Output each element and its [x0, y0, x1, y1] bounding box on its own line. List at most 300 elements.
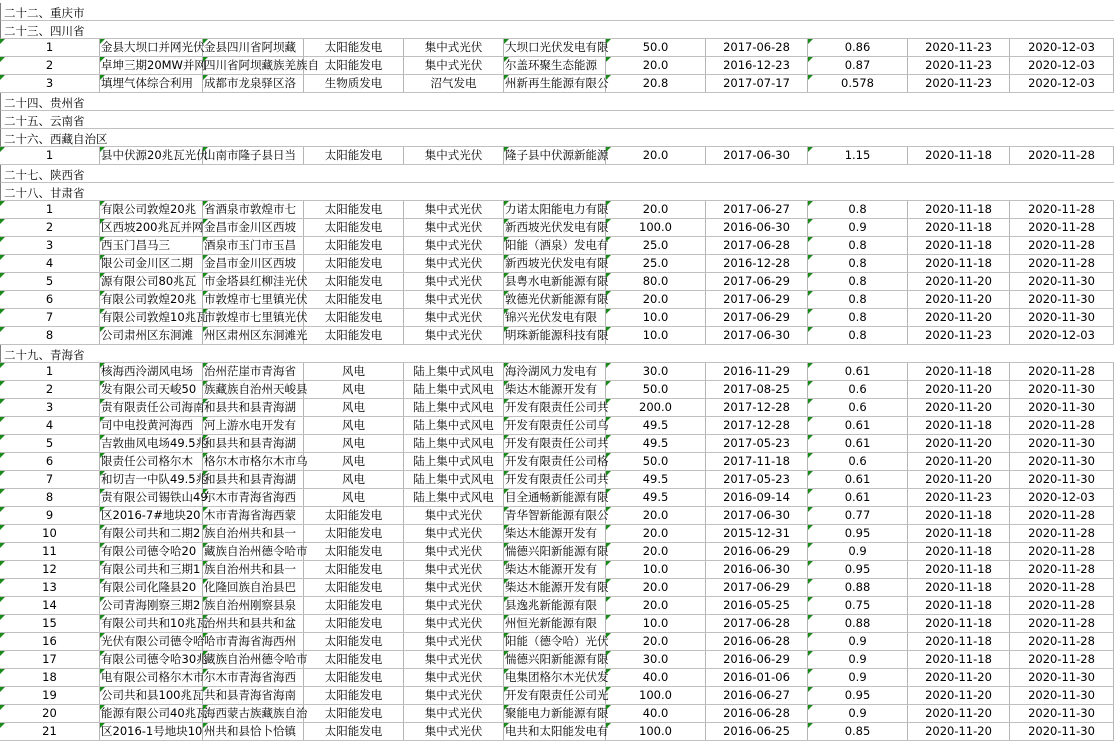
cell-price[interactable]	[808, 201, 908, 218]
table-row[interactable]	[0, 633, 1114, 651]
cell-project-name[interactable]	[100, 291, 203, 308]
cell-project-type[interactable]	[404, 201, 504, 218]
cell-commission-date[interactable]	[706, 363, 808, 380]
cell-energy-type[interactable]	[304, 579, 404, 596]
cell-price[interactable]	[808, 57, 908, 74]
cell-project-type[interactable]	[404, 489, 504, 506]
cell-project-type[interactable]	[404, 687, 504, 704]
cell-project-type[interactable]	[404, 453, 504, 470]
cell-location[interactable]	[203, 471, 304, 488]
cell-commission-date[interactable]	[706, 705, 808, 722]
cell-end-date[interactable]	[1010, 399, 1114, 416]
cell-commission-date[interactable]	[706, 201, 808, 218]
cell-energy-type[interactable]	[304, 309, 404, 326]
cell-price[interactable]	[808, 687, 908, 704]
cell-start-date[interactable]	[908, 363, 1010, 380]
cell-seq[interactable]	[0, 273, 100, 290]
cell-price[interactable]	[808, 147, 908, 164]
cell-energy-type[interactable]	[304, 201, 404, 218]
cell-seq[interactable]	[0, 453, 100, 470]
cell-project-type[interactable]	[404, 723, 504, 740]
cell-seq[interactable]	[0, 57, 100, 74]
cell-end-date[interactable]	[1010, 615, 1114, 632]
cell-energy-type[interactable]	[304, 417, 404, 434]
table-row[interactable]	[0, 615, 1114, 633]
section-header-row[interactable]	[0, 93, 1114, 111]
table-row[interactable]	[0, 75, 1114, 93]
cell-start-date[interactable]	[908, 273, 1010, 290]
cell-location[interactable]	[203, 507, 304, 524]
cell-project-name[interactable]	[100, 633, 203, 650]
cell-price[interactable]	[808, 453, 908, 470]
cell-project-name[interactable]	[100, 651, 208, 668]
cell-energy-type[interactable]	[304, 471, 404, 488]
cell-company[interactable]	[504, 147, 609, 164]
cell-capacity[interactable]	[606, 507, 706, 524]
cell-end-date[interactable]	[1010, 273, 1114, 290]
table-row[interactable]	[0, 543, 1114, 561]
cell-project-type[interactable]	[404, 705, 504, 722]
cell-seq[interactable]	[0, 363, 100, 380]
cell-start-date[interactable]	[908, 291, 1010, 308]
cell-start-date[interactable]	[908, 399, 1010, 416]
cell-location[interactable]	[203, 669, 304, 686]
cell-capacity[interactable]	[606, 615, 706, 632]
cell-commission-date[interactable]	[706, 291, 808, 308]
cell-company[interactable]	[504, 723, 609, 740]
table-row[interactable]	[0, 579, 1114, 597]
cell-energy-type[interactable]	[304, 723, 404, 740]
cell-project-name[interactable]	[100, 147, 208, 164]
cell-end-date[interactable]	[1010, 687, 1114, 704]
cell-capacity[interactable]	[606, 39, 706, 56]
cell-location[interactable]	[203, 687, 304, 704]
cell-seq[interactable]	[0, 543, 100, 560]
cell-price[interactable]	[808, 723, 908, 740]
cell-project-type[interactable]	[404, 525, 504, 542]
cell-project-type[interactable]	[404, 561, 504, 578]
cell-project-type[interactable]	[404, 417, 504, 434]
table-row[interactable]	[0, 255, 1114, 273]
cell-project-type[interactable]	[404, 363, 504, 380]
section-header-row[interactable]	[0, 165, 1114, 183]
table-row[interactable]	[0, 525, 1114, 543]
cell-commission-date[interactable]	[706, 453, 808, 470]
cell-company[interactable]	[504, 291, 609, 308]
cell-company[interactable]	[504, 633, 609, 650]
cell-capacity[interactable]	[606, 705, 706, 722]
cell-project-type[interactable]	[404, 291, 504, 308]
cell-end-date[interactable]	[1010, 201, 1114, 218]
cell-commission-date[interactable]	[706, 687, 808, 704]
cell-energy-type[interactable]	[304, 705, 404, 722]
cell-commission-date[interactable]	[706, 561, 808, 578]
cell-price[interactable]	[808, 507, 908, 524]
table-row[interactable]	[0, 39, 1114, 57]
cell-seq[interactable]	[0, 561, 100, 578]
cell-seq[interactable]	[0, 525, 100, 542]
cell-project-type[interactable]	[404, 579, 504, 596]
cell-end-date[interactable]	[1010, 579, 1114, 596]
cell-capacity[interactable]	[606, 147, 706, 164]
cell-project-type[interactable]	[404, 633, 504, 650]
cell-start-date[interactable]	[908, 327, 1010, 344]
cell-seq[interactable]	[0, 147, 100, 164]
cell-project-name[interactable]	[100, 363, 203, 380]
cell-capacity[interactable]	[606, 723, 706, 740]
cell-location[interactable]	[203, 381, 308, 398]
cell-project-name[interactable]	[100, 471, 208, 488]
cell-start-date[interactable]	[908, 561, 1010, 578]
cell-start-date[interactable]	[908, 723, 1010, 740]
table-row[interactable]	[0, 381, 1114, 399]
cell-price[interactable]	[808, 219, 908, 236]
cell-company[interactable]	[504, 651, 609, 668]
cell-project-name[interactable]	[100, 615, 208, 632]
cell-seq[interactable]	[0, 723, 100, 740]
cell-start-date[interactable]	[908, 435, 1010, 452]
section-header-row[interactable]	[0, 111, 1114, 129]
cell-commission-date[interactable]	[706, 57, 808, 74]
cell-start-date[interactable]	[908, 705, 1010, 722]
cell-price[interactable]	[808, 525, 908, 542]
cell-commission-date[interactable]	[706, 723, 808, 740]
cell-location[interactable]	[203, 237, 304, 254]
table-row[interactable]	[0, 723, 1114, 741]
cell-seq[interactable]	[0, 471, 100, 488]
cell-project-type[interactable]	[404, 507, 504, 524]
cell-price[interactable]	[808, 471, 908, 488]
cell-price[interactable]	[808, 705, 908, 722]
cell-project-type[interactable]	[404, 597, 504, 614]
cell-project-name[interactable]	[100, 237, 203, 254]
cell-commission-date[interactable]	[706, 75, 808, 92]
cell-end-date[interactable]	[1010, 435, 1114, 452]
cell-project-name[interactable]	[100, 543, 203, 560]
cell-end-date[interactable]	[1010, 723, 1114, 740]
cell-capacity[interactable]	[606, 435, 706, 452]
cell-commission-date[interactable]	[706, 669, 808, 686]
cell-company[interactable]	[504, 399, 609, 416]
cell-capacity[interactable]	[606, 597, 706, 614]
cell-commission-date[interactable]	[706, 615, 808, 632]
cell-price[interactable]	[808, 273, 908, 290]
cell-project-name[interactable]	[100, 57, 206, 74]
cell-seq[interactable]	[0, 201, 100, 218]
cell-commission-date[interactable]	[706, 399, 808, 416]
cell-project-name[interactable]	[100, 669, 203, 686]
cell-energy-type[interactable]	[304, 687, 404, 704]
cell-location[interactable]	[203, 399, 304, 416]
cell-price[interactable]	[808, 597, 908, 614]
cell-company[interactable]	[504, 417, 609, 434]
table-row[interactable]	[0, 417, 1114, 435]
cell-project-type[interactable]	[404, 543, 504, 560]
cell-end-date[interactable]	[1010, 291, 1114, 308]
cell-price[interactable]	[808, 255, 908, 272]
cell-seq[interactable]	[0, 597, 100, 614]
cell-energy-type[interactable]	[304, 597, 404, 614]
cell-price[interactable]	[808, 669, 908, 686]
cell-commission-date[interactable]	[706, 471, 808, 488]
cell-end-date[interactable]	[1010, 417, 1114, 434]
cell-company[interactable]	[504, 57, 606, 74]
cell-capacity[interactable]	[606, 363, 706, 380]
cell-price[interactable]	[808, 489, 908, 506]
cell-location[interactable]	[203, 543, 308, 560]
cell-energy-type[interactable]	[304, 615, 404, 632]
cell-end-date[interactable]	[1010, 363, 1114, 380]
cell-company[interactable]	[504, 237, 609, 254]
cell-energy-type[interactable]	[304, 237, 404, 254]
cell-commission-date[interactable]	[706, 255, 808, 272]
cell-capacity[interactable]	[606, 237, 706, 254]
cell-project-type[interactable]	[404, 309, 504, 326]
cell-project-name[interactable]	[100, 39, 203, 56]
cell-project-name[interactable]	[100, 273, 203, 290]
cell-capacity[interactable]	[606, 489, 706, 506]
cell-seq[interactable]	[0, 489, 100, 506]
cell-capacity[interactable]	[606, 327, 706, 344]
table-row[interactable]	[0, 291, 1114, 309]
cell-start-date[interactable]	[908, 615, 1010, 632]
cell-energy-type[interactable]	[304, 651, 404, 668]
table-row[interactable]	[0, 453, 1114, 471]
cell-project-name[interactable]	[100, 453, 203, 470]
cell-price[interactable]	[808, 327, 908, 344]
table-row[interactable]	[0, 57, 1114, 75]
cell-start-date[interactable]	[908, 471, 1010, 488]
cell-energy-type[interactable]	[304, 381, 404, 398]
cell-location[interactable]	[203, 453, 308, 470]
table-row[interactable]	[0, 363, 1114, 381]
cell-company[interactable]	[504, 453, 609, 470]
cell-price[interactable]	[808, 237, 908, 254]
section-header-row[interactable]	[0, 129, 1114, 147]
cell-location[interactable]	[203, 291, 308, 308]
cell-end-date[interactable]	[1010, 327, 1114, 344]
cell-location[interactable]	[203, 363, 304, 380]
cell-capacity[interactable]	[606, 669, 706, 686]
cell-company[interactable]	[504, 489, 609, 506]
cell-company[interactable]	[504, 201, 609, 218]
cell-price[interactable]	[808, 651, 908, 668]
cell-project-type[interactable]	[404, 39, 504, 56]
cell-price[interactable]	[808, 417, 908, 434]
cell-price[interactable]	[808, 381, 908, 398]
cell-location[interactable]	[203, 75, 304, 92]
cell-start-date[interactable]	[908, 201, 1010, 218]
cell-commission-date[interactable]	[706, 417, 808, 434]
cell-start-date[interactable]	[908, 453, 1010, 470]
cell-price[interactable]	[808, 75, 908, 92]
cell-project-name[interactable]	[100, 255, 203, 272]
cell-project-name[interactable]	[100, 597, 203, 614]
cell-energy-type[interactable]	[304, 561, 404, 578]
table-row[interactable]	[0, 507, 1114, 525]
cell-price[interactable]	[808, 39, 908, 56]
cell-commission-date[interactable]	[706, 525, 808, 542]
cell-company[interactable]	[504, 597, 606, 614]
cell-company[interactable]	[504, 669, 609, 686]
cell-company[interactable]	[504, 363, 606, 380]
cell-price[interactable]	[808, 633, 908, 650]
table-row[interactable]	[0, 687, 1114, 705]
cell-commission-date[interactable]	[706, 309, 808, 326]
cell-capacity[interactable]	[606, 471, 706, 488]
cell-start-date[interactable]	[908, 255, 1010, 272]
cell-seq[interactable]	[0, 381, 100, 398]
cell-start-date[interactable]	[908, 417, 1010, 434]
cell-project-name[interactable]	[100, 399, 203, 416]
cell-company[interactable]	[504, 309, 606, 326]
cell-location[interactable]	[203, 273, 308, 290]
cell-seq[interactable]	[0, 75, 100, 92]
cell-location[interactable]	[203, 39, 304, 56]
cell-start-date[interactable]	[908, 651, 1010, 668]
table-row[interactable]	[0, 489, 1114, 507]
cell-company[interactable]	[504, 615, 606, 632]
cell-project-name[interactable]	[100, 219, 203, 236]
cell-company[interactable]	[504, 273, 609, 290]
cell-company[interactable]	[504, 543, 609, 560]
cell-energy-type[interactable]	[304, 399, 404, 416]
cell-location[interactable]	[203, 705, 308, 722]
cell-end-date[interactable]	[1010, 57, 1114, 74]
cell-price[interactable]	[808, 543, 908, 560]
cell-commission-date[interactable]	[706, 381, 808, 398]
section-header-row[interactable]	[0, 21, 1114, 39]
cell-seq[interactable]	[0, 237, 100, 254]
section-header-row[interactable]	[0, 3, 1114, 21]
cell-project-name[interactable]	[100, 705, 208, 722]
cell-location[interactable]	[203, 219, 304, 236]
cell-end-date[interactable]	[1010, 561, 1114, 578]
cell-energy-type[interactable]	[304, 507, 404, 524]
cell-project-name[interactable]	[100, 201, 203, 218]
cell-project-type[interactable]	[404, 435, 504, 452]
cell-price[interactable]	[808, 399, 908, 416]
cell-commission-date[interactable]	[706, 507, 808, 524]
table-row[interactable]	[0, 219, 1114, 237]
cell-energy-type[interactable]	[304, 633, 404, 650]
cell-project-name[interactable]	[100, 417, 203, 434]
cell-end-date[interactable]	[1010, 453, 1114, 470]
table-row[interactable]	[0, 651, 1114, 669]
cell-end-date[interactable]	[1010, 237, 1114, 254]
cell-capacity[interactable]	[606, 453, 706, 470]
cell-start-date[interactable]	[908, 525, 1010, 542]
cell-company[interactable]	[504, 579, 609, 596]
cell-location[interactable]	[203, 417, 304, 434]
table-row[interactable]	[0, 597, 1114, 615]
cell-company[interactable]	[504, 219, 609, 236]
cell-end-date[interactable]	[1010, 489, 1114, 506]
cell-company[interactable]	[504, 687, 609, 704]
cell-start-date[interactable]	[908, 543, 1010, 560]
cell-project-name[interactable]	[100, 327, 203, 344]
cell-commission-date[interactable]	[706, 147, 808, 164]
cell-capacity[interactable]	[606, 687, 706, 704]
cell-start-date[interactable]	[908, 39, 1010, 56]
cell-project-type[interactable]	[404, 669, 504, 686]
cell-start-date[interactable]	[908, 579, 1010, 596]
cell-end-date[interactable]	[1010, 255, 1114, 272]
cell-company[interactable]	[504, 507, 609, 524]
cell-start-date[interactable]	[908, 219, 1010, 236]
cell-project-name[interactable]	[100, 309, 208, 326]
cell-start-date[interactable]	[908, 669, 1010, 686]
cell-energy-type[interactable]	[304, 273, 404, 290]
cell-project-name[interactable]	[100, 687, 203, 704]
cell-project-name[interactable]	[100, 381, 203, 398]
cell-project-name[interactable]	[100, 435, 208, 452]
cell-capacity[interactable]	[606, 579, 706, 596]
cell-price[interactable]	[808, 615, 908, 632]
cell-seq[interactable]	[0, 399, 100, 416]
cell-project-type[interactable]	[404, 273, 504, 290]
cell-location[interactable]	[203, 309, 308, 326]
cell-location[interactable]	[203, 57, 319, 74]
cell-end-date[interactable]	[1010, 381, 1114, 398]
cell-energy-type[interactable]	[304, 39, 404, 56]
cell-capacity[interactable]	[606, 309, 706, 326]
cell-end-date[interactable]	[1010, 471, 1114, 488]
cell-commission-date[interactable]	[706, 579, 808, 596]
cell-project-type[interactable]	[404, 381, 504, 398]
table-row[interactable]	[0, 309, 1114, 327]
cell-project-type[interactable]	[404, 399, 504, 416]
cell-seq[interactable]	[0, 291, 100, 308]
cell-end-date[interactable]	[1010, 75, 1114, 92]
cell-commission-date[interactable]	[706, 219, 808, 236]
table-row[interactable]	[0, 147, 1114, 165]
cell-capacity[interactable]	[606, 219, 706, 236]
cell-price[interactable]	[808, 309, 908, 326]
cell-commission-date[interactable]	[706, 489, 808, 506]
cell-energy-type[interactable]	[304, 57, 404, 74]
cell-location[interactable]	[203, 633, 304, 650]
cell-energy-type[interactable]	[304, 525, 404, 542]
cell-project-type[interactable]	[404, 651, 504, 668]
cell-project-name[interactable]	[100, 507, 203, 524]
cell-company[interactable]	[504, 39, 609, 56]
cell-location[interactable]	[203, 561, 304, 578]
cell-price[interactable]	[808, 291, 908, 308]
cell-energy-type[interactable]	[304, 219, 404, 236]
cell-energy-type[interactable]	[304, 435, 404, 452]
cell-commission-date[interactable]	[706, 651, 808, 668]
cell-seq[interactable]	[0, 219, 100, 236]
cell-capacity[interactable]	[606, 543, 706, 560]
cell-project-name[interactable]	[100, 75, 203, 92]
cell-company[interactable]	[504, 525, 606, 542]
cell-location[interactable]	[203, 615, 304, 632]
cell-commission-date[interactable]	[706, 543, 808, 560]
cell-commission-date[interactable]	[706, 273, 808, 290]
cell-end-date[interactable]	[1010, 669, 1114, 686]
cell-seq[interactable]	[0, 669, 100, 686]
table-row[interactable]	[0, 705, 1114, 723]
cell-capacity[interactable]	[606, 525, 706, 542]
cell-end-date[interactable]	[1010, 309, 1114, 326]
cell-location[interactable]	[203, 489, 304, 506]
cell-price[interactable]	[808, 579, 908, 596]
cell-commission-date[interactable]	[706, 237, 808, 254]
section-header-row[interactable]	[0, 345, 1114, 363]
cell-capacity[interactable]	[606, 417, 706, 434]
cell-start-date[interactable]	[908, 597, 1010, 614]
